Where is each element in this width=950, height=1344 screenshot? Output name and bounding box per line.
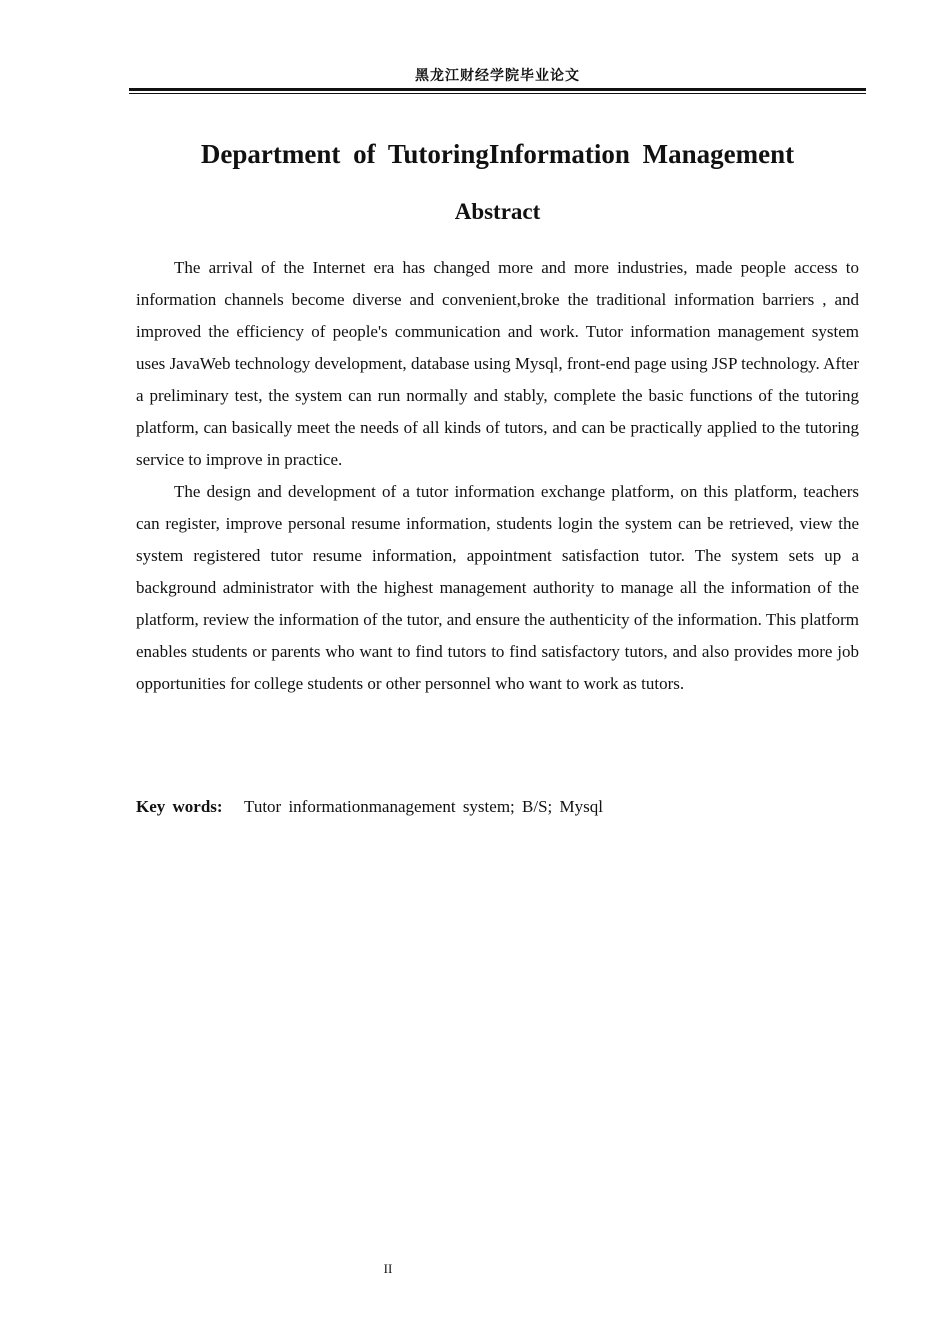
abstract-paragraph-1: The arrival of the Internet era has changed more and more industries, made people access to information channels become diverse and convenient,broke the traditional information barriers , and improved the efficiency of people's communication and work. Tutor information management system uses JavaWeb technology development, database using Mysql, front-end page using JSP technology. After a preliminary test, the system can run normally and stably, complete the basic functions of the tutoring platform, can basically meet the needs of all kinds of tutors, and can be practically applied to the tutoring service to improve in practice. — [136, 258, 859, 469]
page-number: II — [383, 1261, 393, 1276]
header-title: 黑龙江财经学院毕业论文 — [415, 68, 580, 84]
keywords-line — [136, 791, 859, 823]
header-rule-thick — [129, 88, 866, 91]
keywords-label: Key words: — [136, 797, 223, 816]
keywords-value: Tutor informationmanagement system; B/S; Mysql — [244, 797, 603, 816]
document-title: Department of TutoringInformation Management — [200, 139, 795, 169]
page-header — [129, 66, 866, 96]
abstract-heading: Abstract — [454, 199, 541, 224]
abstract-body — [136, 252, 859, 700]
abstract-paragraph-2: The design and development of a tutor information exchange platform, on this platform, teachers can register, improve personal resume information, students login the system can be retrieved, view the system registered tutor resume information, appointment satisfaction tutor. The system sets up a background administrator with the highest management authority to manage all the information of the platform, review the information of the tutor, and ensure the authenticity of the information. This platform enables students or parents who want to find tutors to find satisfactory tutors, and also provides more job opportunities for college students or other personnel who want to work as tutors. — [136, 482, 859, 693]
keywords-spacer — [230, 797, 237, 816]
header-rule-thin — [129, 93, 866, 94]
